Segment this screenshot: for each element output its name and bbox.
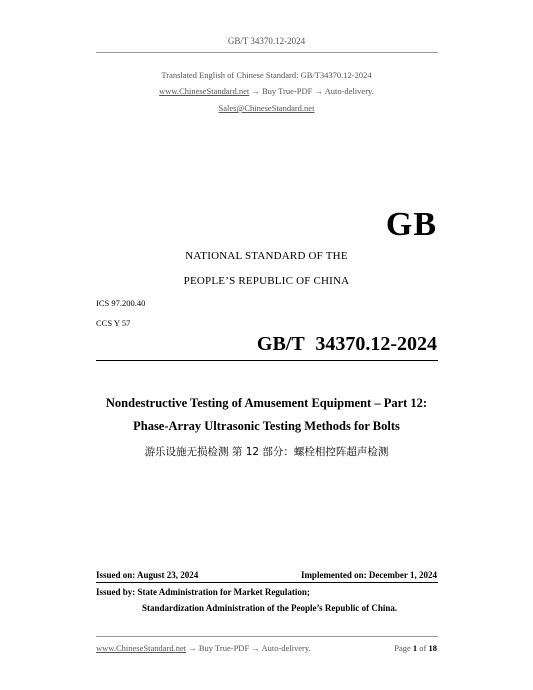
sales-email-link[interactable]: Sales@ChineseStandard.net [218, 103, 315, 113]
issued-by-line1: Issued by: State Administration for Market Regulation; [96, 587, 310, 597]
title-english-line2: Phase-Array Ultrasonic Testing Methods for Bolts [133, 419, 400, 433]
standard-number-divider [96, 360, 438, 361]
gb-logo: GB [385, 206, 437, 243]
page-of: of [419, 643, 427, 653]
running-header-title: GB/T 34370.12-2024 [227, 36, 306, 46]
sales-email-line [0, 103, 533, 113]
footer-links [96, 643, 311, 653]
translation-notice: Translated English of Chinese Standard: GB/T34370.12-2024 [161, 70, 372, 80]
ccs-code: CCS Y 57 [96, 318, 131, 328]
title-english-line1: Nondestructive Testing of Amusement Equipment – Part 12: [105, 396, 428, 410]
national-standard-line1: NATIONAL STANDARD OF THE [185, 250, 348, 262]
dates-divider [96, 582, 438, 583]
arrow-right-icon: → [251, 643, 260, 653]
chinesestandard-link[interactable]: www.ChineseStandard.net [159, 86, 250, 96]
footer-chinesestandard-link[interactable]: www.ChineseStandard.net [96, 643, 187, 653]
arrow-right-icon: → [314, 86, 323, 96]
page-current: 1 [412, 643, 418, 653]
page-indicator [394, 643, 437, 653]
issued-on-date: Issued on: August 23, 2024 [96, 570, 199, 580]
purchase-links [0, 86, 533, 96]
standard-number: GB/T 34370.12-2024 [256, 333, 437, 355]
arrow-right-icon: → [188, 643, 197, 653]
ics-code: ICS 97.200.40 [96, 298, 146, 308]
footer-divider [96, 636, 438, 637]
buy-true-pdf-text: Buy True-PDF [262, 86, 313, 96]
page-label: Page [394, 643, 411, 653]
arrow-right-icon: → [251, 86, 260, 96]
national-standard-line2: PEOPLE’S REPUBLIC OF CHINA [183, 275, 350, 287]
header-divider [96, 52, 438, 53]
implemented-on-date: Implemented on: December 1, 2024 [300, 570, 437, 580]
issued-by-line2: Standardization Administration of the People’s Republic of China. [142, 603, 398, 613]
footer-delivery-text: Auto-delivery. [261, 643, 311, 653]
page-total: 18 [428, 643, 437, 653]
footer-buy-text: Buy True-PDF [198, 643, 250, 653]
auto-delivery-text: Auto-delivery. [324, 86, 374, 96]
title-chinese: 游乐设施无损检测 第 12 部分：螺栓相控阵超声检测 [144, 446, 389, 458]
